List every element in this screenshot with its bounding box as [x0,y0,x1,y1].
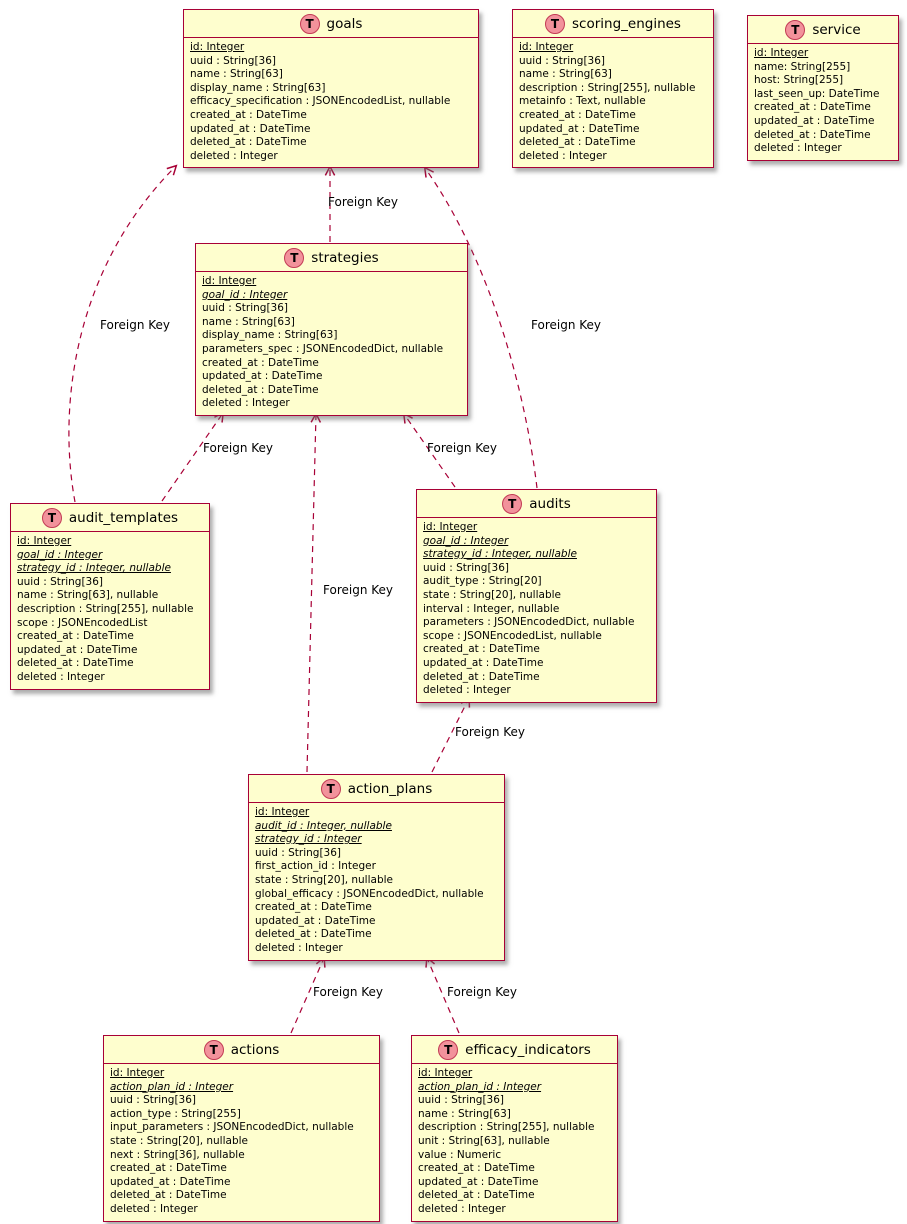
field-plain: deleted_at : DateTime [17,657,134,670]
field-plain: description : String[255], nullable [418,1121,595,1134]
table-title: service [812,22,861,38]
field-plain: deleted : Integer [202,397,290,410]
table-type-icon: T [42,508,62,528]
field-fk: strategy_id : Integer, nullable [423,548,577,561]
table-scoring_engines [512,9,714,168]
field-plain: deleted : Integer [110,1202,198,1215]
field-plain: deleted : Integer [754,142,842,155]
field-plain: first_action_id : Integer [255,860,376,873]
table-header [196,244,467,272]
field-plain: name : String[63] [190,68,283,81]
field-plain: deleted : Integer [418,1202,506,1215]
field-plain: uuid : String[36] [202,302,288,315]
field-plain: updated_at : DateTime [519,122,640,135]
field-plain: state : String[20], nullable [423,588,561,601]
foreign-key-label: Foreign Key [323,583,393,597]
table-type-icon: T [321,779,341,799]
table-actions [103,1035,380,1222]
foreign-key-label: Foreign Key [455,725,525,739]
table-goals [183,9,479,168]
field-fk: action_plan_id : Integer [110,1080,234,1093]
field-plain: state : String[20], nullable [255,873,393,886]
table-fields [249,803,504,960]
field-plain: deleted : Integer [255,941,343,954]
table-fields [412,1064,617,1221]
field-plain: state : String[20], nullable [110,1134,248,1147]
field-plain: created_at : DateTime [190,108,307,121]
table-header [417,490,656,518]
table-fields [184,38,478,167]
field-plain: created_at : DateTime [423,643,540,656]
field-pk: id: Integer [418,1067,473,1079]
field-plain: uuid : String[36] [519,54,605,67]
field-plain: updated_at : DateTime [423,656,544,669]
field-plain: deleted : Integer [190,149,278,162]
table-fields [417,518,656,702]
table-title: action_plans [347,781,433,797]
table-service [747,15,899,161]
field-pk: id: Integer [17,535,72,547]
field-plain: created_at : DateTime [202,356,319,369]
field-fk: goal_id : Integer [423,534,509,547]
field-plain: deleted : Integer [17,670,105,683]
field-fk: goal_id : Integer [202,288,288,301]
field-plain: uuid : String[36] [17,575,103,588]
field-pk: id: Integer [110,1067,165,1079]
table-title: scoring_engines [572,16,681,32]
field-plain: created_at : DateTime [754,101,871,114]
field-plain: updated_at : DateTime [255,914,376,927]
field-plain: updated_at : DateTime [190,122,311,135]
field-plain: interval : Integer, nullable [423,602,560,615]
table-title: audits [529,496,571,512]
field-plain: deleted_at : DateTime [519,136,636,149]
table-header [748,16,898,44]
table-strategies [195,243,468,416]
field-plain: created_at : DateTime [255,901,372,914]
table-title: strategies [311,250,379,266]
table-header [11,504,209,532]
field-plain: action_type : String[255] [110,1107,241,1120]
field-plain: audit_type : String[20] [423,575,542,588]
table-title: goals [326,16,363,32]
field-plain: deleted_at : DateTime [418,1189,535,1202]
field-plain: deleted : Integer [423,684,511,697]
table-type-icon: T [438,1040,458,1060]
field-plain: scope : JSONEncodedList, nullable [423,629,602,642]
field-plain: host: String[255] [754,74,844,87]
table-title: efficacy_indicators [465,1042,591,1058]
table-fields [104,1064,379,1221]
field-fk: action_plan_id : Integer [418,1080,542,1093]
field-plain: deleted : Integer [519,149,607,162]
field-plain: global_efficacy : JSONEncodedDict, nullable [255,887,484,900]
table-type-icon: T [284,248,304,268]
field-pk: id: Integer [519,41,574,53]
field-plain: description : String[255], nullable [519,81,696,94]
table-type-icon: T [545,14,565,34]
foreign-key-label: Foreign Key [313,985,383,999]
field-plain: parameters_spec : JSONEncodedDict, nullable [202,342,444,355]
table-header [104,1036,379,1064]
field-plain: deleted_at : DateTime [202,383,319,396]
field-plain: uuid : String[36] [418,1094,504,1107]
table-type-icon: T [204,1040,224,1060]
table-header [249,775,504,803]
field-plain: deleted_at : DateTime [190,136,307,149]
field-plain: scope : JSONEncodedList [17,616,148,629]
table-title: actions [230,1042,280,1058]
table-action_plans [248,774,505,961]
fk-edge-audit_templates-to-strategies [162,413,223,501]
field-plain: value : Numeric [418,1148,502,1161]
field-plain: name : String[63], nullable [17,589,159,602]
field-plain: uuid : String[36] [110,1094,196,1107]
field-plain: unit : String[63], nullable [418,1134,550,1147]
table-title: audit_templates [68,510,179,526]
table-fields [513,38,713,167]
field-pk: id: Integer [754,47,809,59]
field-pk: id: Integer [423,521,478,533]
field-plain: created_at : DateTime [519,108,636,121]
table-type-icon: T [785,20,805,40]
field-plain: metainfo : Text, nullable [519,95,646,108]
field-plain: updated_at : DateTime [754,114,875,127]
table-audit_templates [10,503,210,690]
table-fields [11,532,209,689]
table-header [412,1036,617,1064]
field-plain: name : String[63] [202,315,295,328]
field-plain: deleted_at : DateTime [110,1189,227,1202]
table-fields [748,44,898,160]
field-plain: uuid : String[36] [255,846,341,859]
field-plain: updated_at : DateTime [110,1175,231,1188]
fk-edge-action_plans-to-strategies [307,414,316,772]
field-plain: created_at : DateTime [110,1162,227,1175]
table-audits [416,489,657,703]
foreign-key-label: Foreign Key [427,441,497,455]
foreign-key-label: Foreign Key [328,195,398,209]
field-plain: display_name : String[63] [190,81,326,94]
field-pk: id: Integer [255,806,310,818]
field-plain: created_at : DateTime [418,1162,535,1175]
field-pk: id: Integer [190,41,245,53]
field-fk: audit_id : Integer, nullable [255,819,392,832]
field-pk: id: Integer [202,275,257,287]
foreign-key-label: Foreign Key [100,318,170,332]
field-plain: updated_at : DateTime [202,370,323,383]
table-type-icon: T [502,494,522,514]
field-plain: uuid : String[36] [423,561,509,574]
field-plain: uuid : String[36] [190,54,276,67]
table-fields [196,272,467,415]
field-plain: name: String[255] [754,60,851,73]
field-plain: updated_at : DateTime [17,643,138,656]
field-plain: created_at : DateTime [17,630,134,643]
fk-edge-audit_templates-to-goals [69,166,176,502]
field-fk: goal_id : Integer [17,548,103,561]
field-plain: next : String[36], nullable [110,1148,245,1161]
foreign-key-label: Foreign Key [531,318,601,332]
field-plain: last_seen_up: DateTime [754,87,880,100]
field-plain: parameters : JSONEncodedDict, nullable [423,616,635,629]
table-efficacy_indicators [411,1035,618,1222]
field-plain: display_name : String[63] [202,329,338,342]
foreign-key-label: Foreign Key [447,985,517,999]
field-plain: deleted_at : DateTime [423,670,540,683]
field-plain: name : String[63] [519,68,612,81]
field-plain: input_parameters : JSONEncodedDict, nullable [110,1121,354,1134]
foreign-key-label: Foreign Key [203,441,273,455]
field-plain: deleted_at : DateTime [255,928,372,941]
field-plain: description : String[255], nullable [17,602,194,615]
field-plain: efficacy_specification : JSONEncodedList, nullable [190,95,451,108]
table-header [513,10,713,38]
table-header [184,10,478,38]
field-plain: updated_at : DateTime [418,1175,539,1188]
field-plain: deleted_at : DateTime [754,128,871,141]
field-fk: strategy_id : Integer [255,833,362,846]
table-type-icon: T [300,14,320,34]
field-plain: name : String[63] [418,1107,511,1120]
field-fk: strategy_id : Integer, nullable [17,562,171,575]
